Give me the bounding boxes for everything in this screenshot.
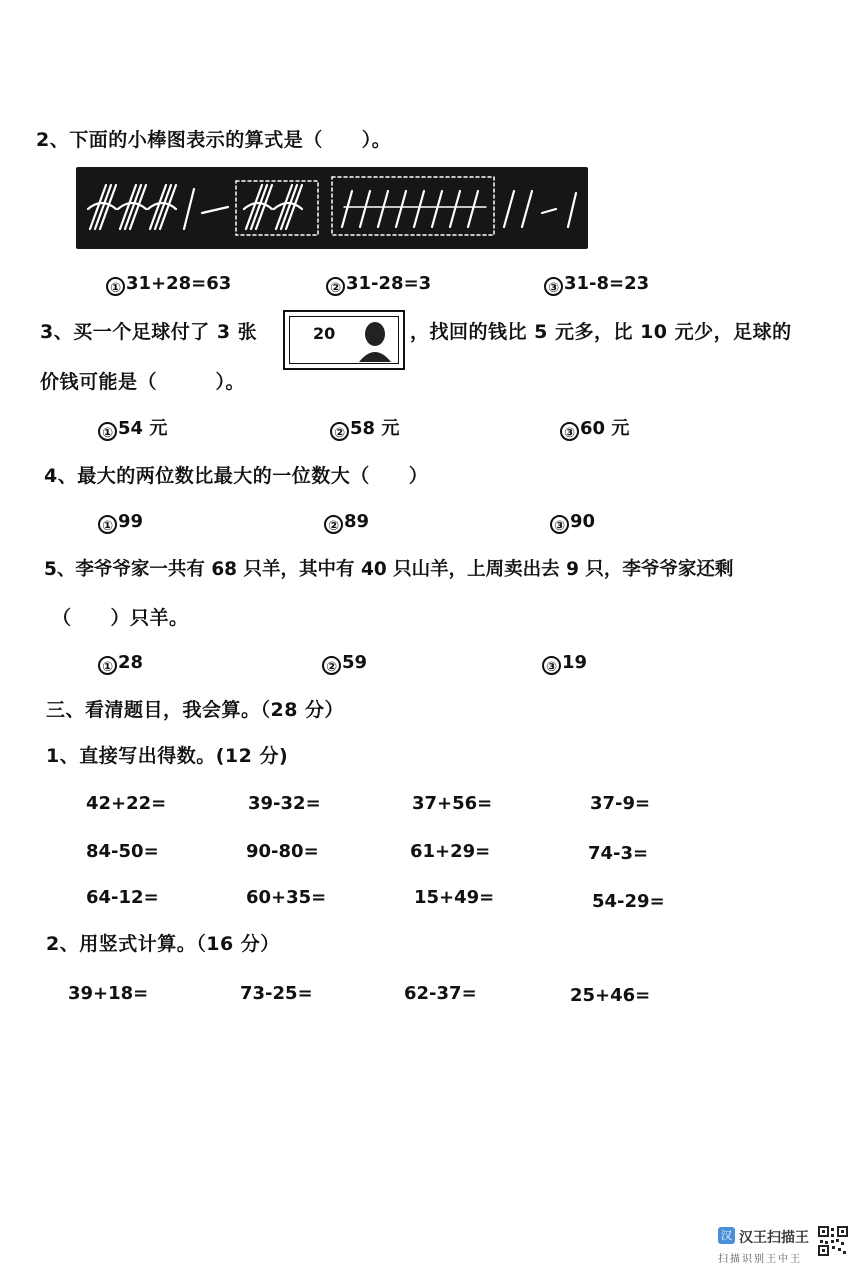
circled-number-1-icon: ① xyxy=(98,422,117,441)
q4-text: 4、最大的两位数比最大的一位数大（ ） xyxy=(44,465,429,487)
circled-number-3-icon: ③ xyxy=(544,277,563,296)
circled-number-2-icon: ② xyxy=(322,656,341,675)
vertical-calc-item: 25+46= xyxy=(570,985,651,1006)
q3-option-2[interactable]: ② 58 元 xyxy=(330,420,399,441)
mental-calc-item: 60+35= xyxy=(246,887,327,908)
ten-bundle-2 xyxy=(118,185,146,229)
mental-calc-item: 61+29= xyxy=(410,841,491,862)
q2-option-3[interactable]: ③ 31-8=23 xyxy=(544,275,649,296)
stick-bundle-picture xyxy=(76,167,588,249)
q3-option-3[interactable]: ③ 60 元 xyxy=(560,420,629,441)
circled-number-2-icon: ② xyxy=(330,422,349,441)
section3-part2-title: 2、用竖式计算。（16 分） xyxy=(46,933,280,955)
q3-text-line1-end: ，找回的钱比 5 元多，比 10 元少，足球的 xyxy=(410,321,792,343)
vertical-calc-item: 73-25= xyxy=(240,983,313,1004)
banknote-image xyxy=(283,310,405,370)
mental-calc-item: 39-32= xyxy=(248,793,321,814)
mental-calc-item: 37+56= xyxy=(412,793,493,814)
q5-text-line2: （ ）只羊。 xyxy=(52,607,189,629)
mental-calc-item: 90-80= xyxy=(246,841,319,862)
circled-number-3-icon: ③ xyxy=(550,515,569,534)
q5-option-1[interactable]: ① 28 xyxy=(98,654,143,675)
section3-part1-title: 1、直接写出得数。(12 分) xyxy=(46,745,289,767)
mental-calc-item: 37-9= xyxy=(590,793,651,814)
mental-calc-item: 74-3= xyxy=(588,843,649,864)
qr-code-icon xyxy=(818,1226,848,1256)
q5-text-line1: 5、李爷爷家一共有 68 只羊，其中有 40 只山羊，上周卖出去 9 只，李爷爷家还剩 xyxy=(44,559,734,580)
mental-calc-item: 54-29= xyxy=(592,891,665,912)
q3-text-line2: 价钱可能是（ ）。 xyxy=(40,371,246,393)
q5-option-3[interactable]: ③ 19 xyxy=(542,654,587,675)
circled-number-3-icon: ③ xyxy=(560,422,579,441)
q2-text: 2、下面的小棒图表示的算式是（ ）。 xyxy=(36,129,392,151)
vertical-calc-item: 62-37= xyxy=(404,983,477,1004)
q3-option-1[interactable]: ① 54 元 xyxy=(98,420,167,441)
section3-title: 三、看清题目，我会算。（28 分） xyxy=(46,699,345,721)
circled-number-2-icon: ② xyxy=(324,515,343,534)
q5-option-2[interactable]: ② 59 xyxy=(322,654,367,675)
mental-calc-item: 15+49= xyxy=(414,887,495,908)
ten-bundle-circled-1 xyxy=(244,185,272,229)
q4-option-1[interactable]: ① 99 xyxy=(98,513,143,534)
circled-number-1-icon: ① xyxy=(106,277,125,296)
circled-number-1-icon: ① xyxy=(98,515,117,534)
portrait-icon xyxy=(355,318,395,362)
banknote-value: 20 xyxy=(313,324,336,343)
sticks-illustration xyxy=(76,167,588,249)
q3-text-line1-start: 3、买一个足球付了 3 张 xyxy=(40,321,258,343)
ten-bundle-1 xyxy=(88,185,116,229)
mental-calc-item: 64-12= xyxy=(86,887,159,908)
circled-number-2-icon: ② xyxy=(326,277,345,296)
circled-number-3-icon: ③ xyxy=(542,656,561,675)
scanner-slogan: 扫描识别王中王 xyxy=(718,1254,802,1265)
q2-option-2[interactable]: ② 31-28=3 xyxy=(326,275,431,296)
mental-calc-item: 42+22= xyxy=(86,793,167,814)
q4-option-3[interactable]: ③ 90 xyxy=(550,513,595,534)
mental-calc-item: 84-50= xyxy=(86,841,159,862)
scanner-logo-icon: 汉 xyxy=(718,1227,735,1244)
ten-bundle-circled-2 xyxy=(274,185,302,229)
ten-bundle-3 xyxy=(148,185,176,229)
q2-option-1[interactable]: ① 31+28=63 xyxy=(106,275,231,296)
vertical-calc-item: 39+18= xyxy=(68,983,149,1004)
scanner-app-name: 汉王扫描王 xyxy=(739,1230,809,1246)
q4-option-2[interactable]: ② 89 xyxy=(324,513,369,534)
scanner-watermark xyxy=(718,1226,848,1266)
circled-number-1-icon: ① xyxy=(98,656,117,675)
